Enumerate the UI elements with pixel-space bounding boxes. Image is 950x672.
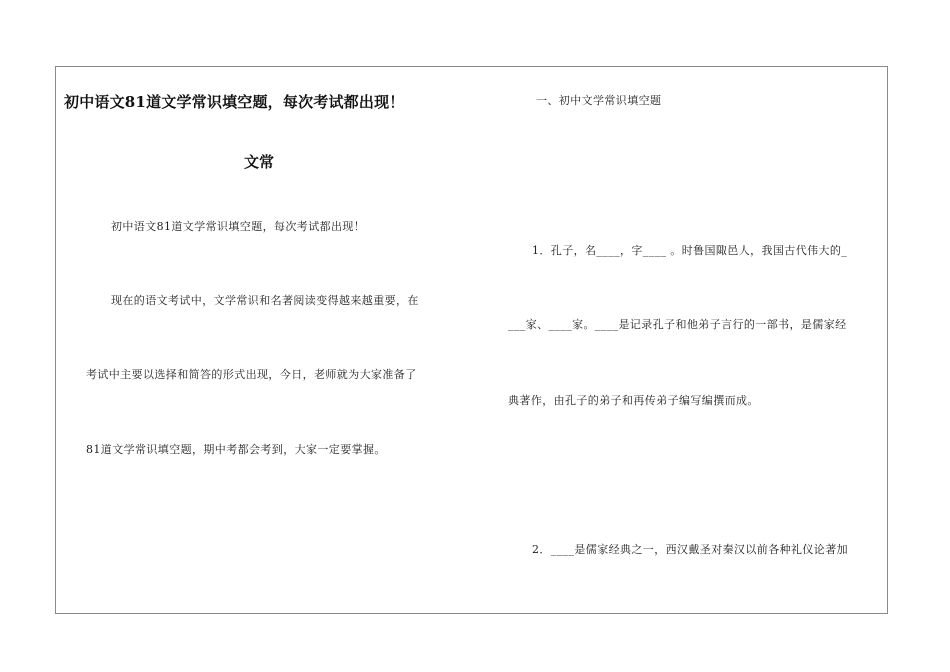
question-1-line-3: 典著作，由孔子的弟子和再传弟子编写编撰而成。 (508, 394, 759, 407)
section-heading: 一、初中文学常识填空题 (536, 94, 662, 107)
article-subtitle: 文常 (244, 153, 275, 171)
question-1-line-2: ___家、____家。____是记录孔子和他弟子言行的一部书，是儒家经 (508, 318, 847, 331)
intro-paragraph-1: 初中语文81道文学常识填空题，每次考试都出现！ (111, 220, 366, 233)
question-2-line-1: 2．____是儒家经典之一，西汉戴圣对秦汉以前各种礼仪论著加 (532, 543, 848, 556)
page-frame (55, 66, 888, 614)
intro-paragraph-3: 考试中主要以选择和简答的形式出现，今日，老师就为大家准备了 (86, 368, 417, 381)
intro-paragraph-2: 现在的语文考试中，文学常识和名著阅读变得越来越重要，在 (111, 294, 419, 307)
intro-paragraph-4: 81道文学常识填空题，期中考都会考到，大家一定要掌握。 (86, 443, 386, 456)
article-title: 初中语文81道文学常识填空题，每次考试都出现！ (64, 93, 405, 111)
question-1-line-1: 1．孔子，名____，字____ 。时鲁国陬邑人，我国古代伟大的_ (532, 244, 848, 257)
